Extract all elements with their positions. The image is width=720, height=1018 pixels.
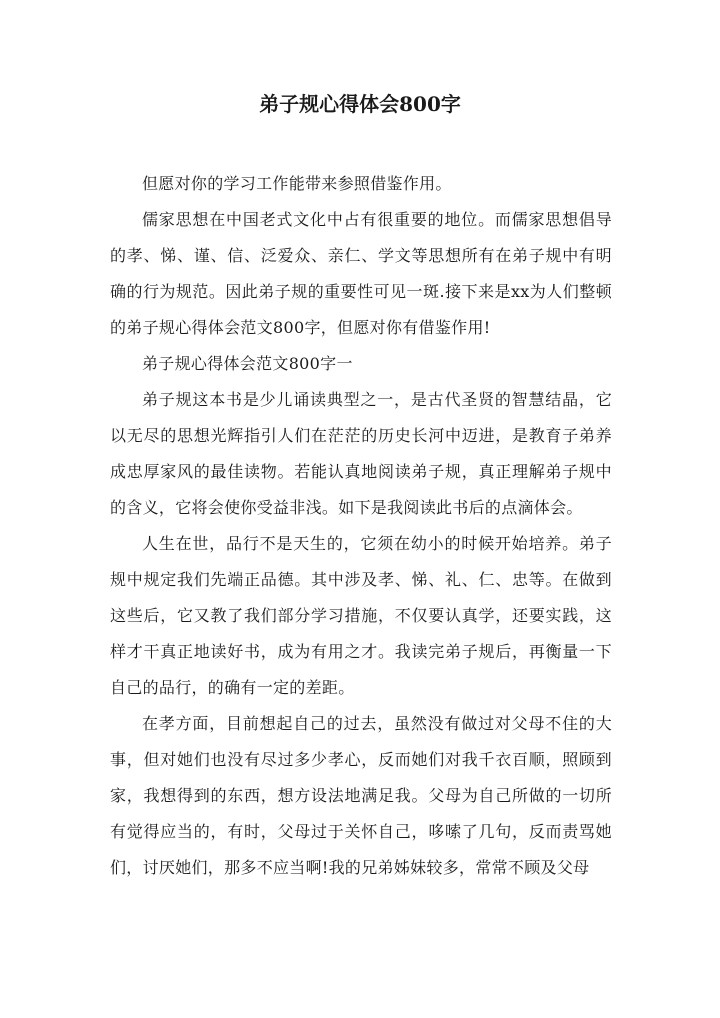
document-body (110, 166, 612, 886)
document-title: 弟子规心得体会800字 (259, 92, 461, 116)
paragraph: 儒家思想在中国老式文化中占有很重要的地位。而儒家思想倡导的孝、悌、谨、信、泛爱众、亲仁、学文等思想所有在弟子规中有明确的行为规范。因此弟子规的重要性可见一斑.接下来是xx为人们整顿的弟子规心得体会范文800字，但愿对你有借鉴作用! (110, 210, 612, 337)
paragraph: 人生在世，品行不是天生的，它须在幼小的时候开始培养。弟子规中规定我们先端正品德。其中涉及孝、悌、礼、仁、忠等。在做到这些后，它又教了我们部分学习措施，不仅要认真学，还要实践，这样才干真正地读好书，成为有用之才。我读完弟子规后，再衡量一下自己的品行，的确有一定的差距。 (110, 534, 612, 697)
section-heading: 弟子规心得体会范文800字一 (142, 354, 353, 373)
paragraph: 在孝方面，目前想起自己的过去，虽然没有做过对父母不住的大事，但对她们也没有尽过多少孝心，反而她们对我千衣百顺，照顾到家，我想得到的东西，想方设法地满足我。父母为自己所做的一切所有觉得应当的，有时，父母过于关怀自己，哆嗦了几句，反而责骂她们，讨厌她们，那多不应当啊!我的兄弟姊妹较多，常常不顾及父母 (110, 714, 612, 877)
paragraph: 弟子规这本书是少儿诵读典型之一，是古代圣贤的智慧结晶，它以无尽的思想光辉指引人们在茫茫的历史长河中迈进，是教育子弟养成忠厚家风的最佳读物。若能认真地阅读弟子规，真正理解弟子规中的含义，它将会使你受益非浅。如下是我阅读此书后的点滴体会。 (110, 390, 612, 517)
paragraph: 但愿对你的学习工作能带来参照借鉴作用。 (142, 174, 452, 193)
